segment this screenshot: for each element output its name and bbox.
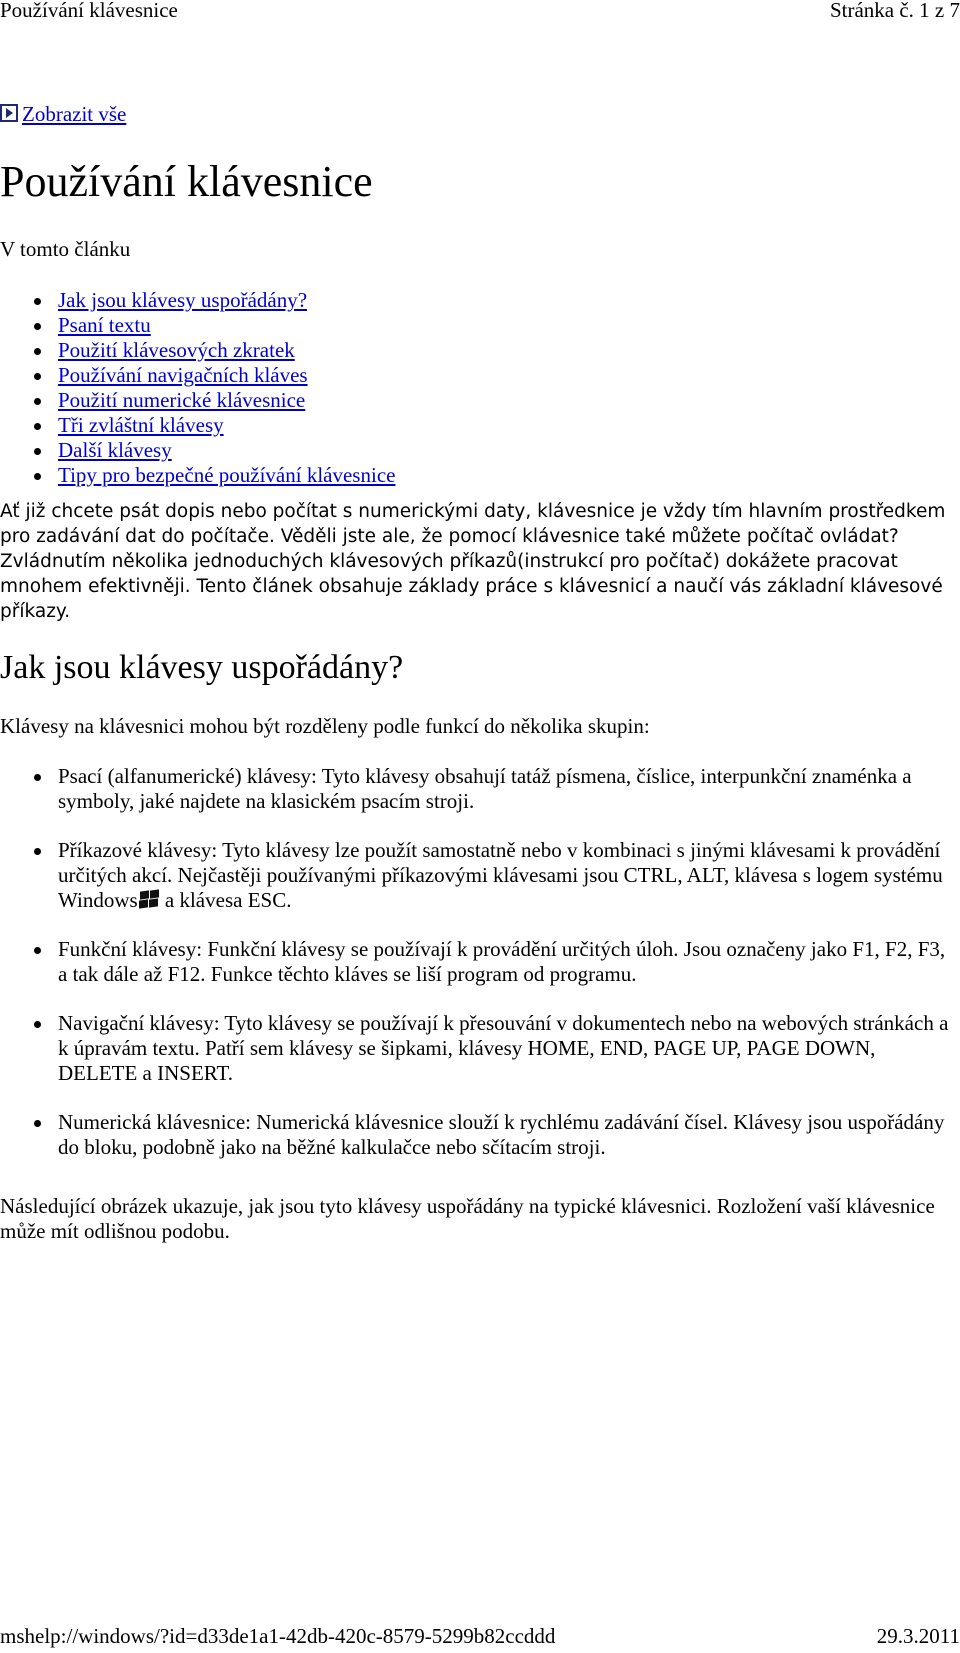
section-heading: Jak jsou klávesy uspořádány? — [0, 649, 404, 686]
expand-arrow-icon[interactable] — [0, 104, 18, 122]
show-all-link[interactable] — [0, 102, 126, 126]
toc-label: V tomto článku — [0, 237, 131, 261]
toc-link[interactable]: Použití numerické klávesnice — [58, 388, 306, 412]
toc-link[interactable]: Tři zvláštní klávesy — [58, 413, 224, 437]
key-group-text: Psací (alfanumerické) klávesy: Tyto klávesy obsahují tatáž písmena, číslice, interpunkční znaménka a symboly, jaké najdete na klasickém psacím stroji. — [58, 764, 912, 813]
page-footer — [0, 1624, 960, 1652]
closing-paragraph: Následující obrázek ukazuje, jak jsou tyto klávesy uspořádány na typické klávesnici. Rozložení vaší klávesnice může mít odlišnou podobu. — [0, 1194, 935, 1243]
toc-link[interactable]: Psaní textu — [58, 313, 151, 337]
list-item — [0, 764, 955, 814]
toc-item — [0, 288, 395, 313]
footer-url: mshelp://windows/?id=d33de1a1-42db-420c-8579-5299b82ccddd — [0, 1624, 556, 1648]
key-group-list — [0, 764, 955, 1184]
footer-date: 29.3.2011 — [876, 1624, 960, 1648]
table-of-contents — [0, 288, 395, 488]
page-header — [0, 0, 960, 26]
toc-item — [0, 313, 395, 338]
toc-link[interactable]: Další klávesy — [58, 438, 172, 462]
key-group-text: a klávesa ESC. — [159, 888, 292, 912]
list-item — [0, 838, 955, 913]
toc-link[interactable]: Používání navigačních kláves — [58, 363, 308, 387]
list-item — [0, 1011, 955, 1086]
toc-item — [0, 463, 395, 488]
intro-paragraph: Ať již chcete psát dopis nebo počítat s numerickými daty, klávesnice je vždy tím hlavním prostředkem pro zadávání dat do počítače. Věděli jste ale, že pomocí klávesnice také můžete počítač ovládat? Zvládnutím několika jednoduchých klávesových příkazů(instrukcí pro počítač) dokážete pracovat mnohem efektivněji. Tento článek obsahuje základy práce s klávesnicí a naučí vás základní klávesové příkazy. — [0, 501, 946, 622]
windows-logo-icon — [138, 890, 160, 910]
key-group-text: Příkazové klávesy: Tyto klávesy lze použít samostatně nebo v kombinaci s jinými klávesami k provádění určitých akcí. Nejčastěji používanými příkazovými klávesami jsou CTRL, ALT, klávesa s logem systému Windows — [58, 838, 943, 912]
key-group-text: Funkční klávesy: Funkční klávesy se používají k provádění určitých úloh. Jsou označeny jako F1, F2, F3, a tak dále až F12. Funkce těchto kláves se liší program od programu. — [58, 937, 946, 986]
article-title: Používání klávesnice — [0, 157, 373, 206]
show-all-label[interactable]: Zobrazit vše — [22, 102, 127, 126]
page-number: Stránka č. 1 z 7 — [829, 0, 960, 22]
toc-item — [0, 413, 395, 438]
toc-link[interactable]: Použití klávesových zkratek — [58, 338, 295, 362]
key-group-text: Navigační klávesy: Tyto klávesy se používají k přesouvání v dokumentech nebo na webových stránkách a k úpravám textu. Patří sem klávesy se šipkami, klávesy HOME, END, PAGE UP, PAGE DOWN, DELETE a INSERT. — [58, 1011, 949, 1085]
section-intro: Klávesy na klávesnici mohou být rozděleny podle funkcí do několika skupin: — [0, 714, 650, 738]
toc-item — [0, 388, 395, 413]
toc-item — [0, 438, 395, 463]
key-group-text: Numerická klávesnice: Numerická klávesnice slouží k rychlému zadávání čísel. Klávesy jsou uspořádány do bloku, podobně jako na běžné kalkulačce nebo sčítacím stroji. — [58, 1110, 945, 1159]
toc-item — [0, 338, 395, 363]
header-title: Používání klávesnice — [0, 0, 178, 22]
toc-item — [0, 363, 395, 388]
list-item — [0, 1110, 955, 1160]
toc-link[interactable]: Tipy pro bezpečné používání klávesnice — [58, 463, 396, 487]
toc-link[interactable]: Jak jsou klávesy uspořádány? — [58, 288, 308, 312]
list-item — [0, 937, 955, 987]
